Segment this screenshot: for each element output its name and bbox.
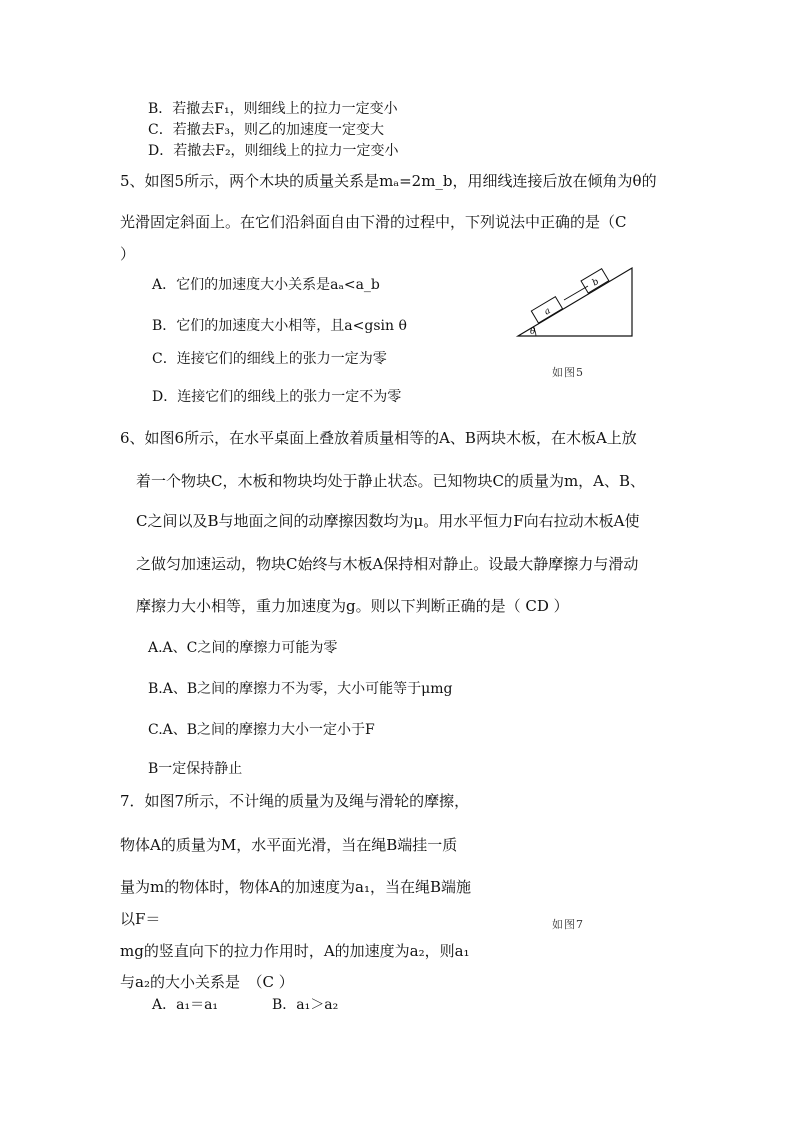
q5-stem-line2: 光滑固定斜面上。在它们沿斜面自由下滑的过程中，下列说法中正确的是（C: [120, 213, 627, 231]
q7-option-a: A．a₁＝a₁: [152, 997, 219, 1013]
q7-option-b: B．a₁＞a₂: [272, 997, 339, 1013]
q7-stem-line2: 物体A的质量为M，水平面光滑，当在绳B端挂一质: [120, 836, 458, 854]
block-a-label: a: [542, 306, 553, 318]
q6-stem-line1: 6、如图6所示，在水平桌面上叠放着质量相等的A、B两块木板，在木板A上放: [120, 429, 637, 447]
q7-stem-line3: 量为m的物体时，物体A的加速度为a₁，当在绳B端施: [120, 878, 472, 896]
q5-option-a: A．它们的加速度大小关系是aₐ<a_b: [152, 277, 380, 293]
q5-option-b: B．它们的加速度大小相等，且a<gsin θ: [152, 318, 407, 334]
connecting-string: [564, 286, 588, 300]
q7-stem-line6: 与a₂的大小关系是 （C ）: [120, 973, 294, 991]
block-b-label: b: [590, 276, 601, 289]
q6-stem-line2: 着一个物块C，木板和物块均处于静止状态。已知物块C的质量为m，A、B、: [136, 472, 646, 490]
incline-triangle: [518, 268, 632, 336]
q7-stem-line4: 以F＝: [120, 910, 161, 928]
figure7-caption: 如图7: [552, 918, 584, 931]
figure5-caption: 如图5: [552, 366, 584, 379]
q6-option-c: C.A、B之间的摩擦力大小一定小于F: [148, 722, 375, 738]
q5-option-c: C．连接它们的细线上的张力一定为零: [152, 351, 387, 367]
q5-option-d: D．连接它们的细线上的张力一定不为零: [152, 389, 402, 405]
q6-stem-line3: C之间以及B与地面之间的动摩擦因数均为μ。用水平恒力F向右拉动木板A使: [136, 512, 640, 530]
q4-option-d: D．若撤去F₂，则细线上的拉力一定变小: [148, 143, 399, 159]
q4-option-c: C．若撤去F₃，则乙的加速度一定变大: [148, 122, 385, 138]
q6-option-b: B.A、B之间的摩擦力不为零，大小可能等于μmg: [148, 681, 453, 697]
q6-option-a: A.A、C之间的摩擦力可能为零: [148, 640, 338, 656]
q7-stem-line1: 7．如图7所示，不计绳的质量为及绳与滑轮的摩擦，: [120, 792, 470, 810]
q5-stem-line3: ）: [120, 245, 136, 263]
q7-stem-line5: mg的竖直向下的拉力作用时，A的加速度为a₂，则a₁: [120, 942, 470, 960]
q6-option-d: B一定保持静止: [148, 761, 243, 777]
q5-stem-line1: 5、如图5所示，两个木块的质量关系是mₐ=2m_b，用细线连接后放在倾角为θ的: [120, 172, 657, 190]
q6-stem-line5: 摩擦力大小相等，重力加速度为g。则以下判断正确的是（ CD ）: [136, 597, 569, 615]
q6-stem-line4: 之做匀加速运动，物块C始终与木板A保持相对静止。设最大静摩擦力与滑动: [136, 555, 639, 573]
incline-figure: [512, 262, 642, 342]
angle-label: θ: [530, 327, 536, 337]
q4-option-b: B．若撤去F₁，则细线上的拉力一定变小: [148, 101, 398, 117]
